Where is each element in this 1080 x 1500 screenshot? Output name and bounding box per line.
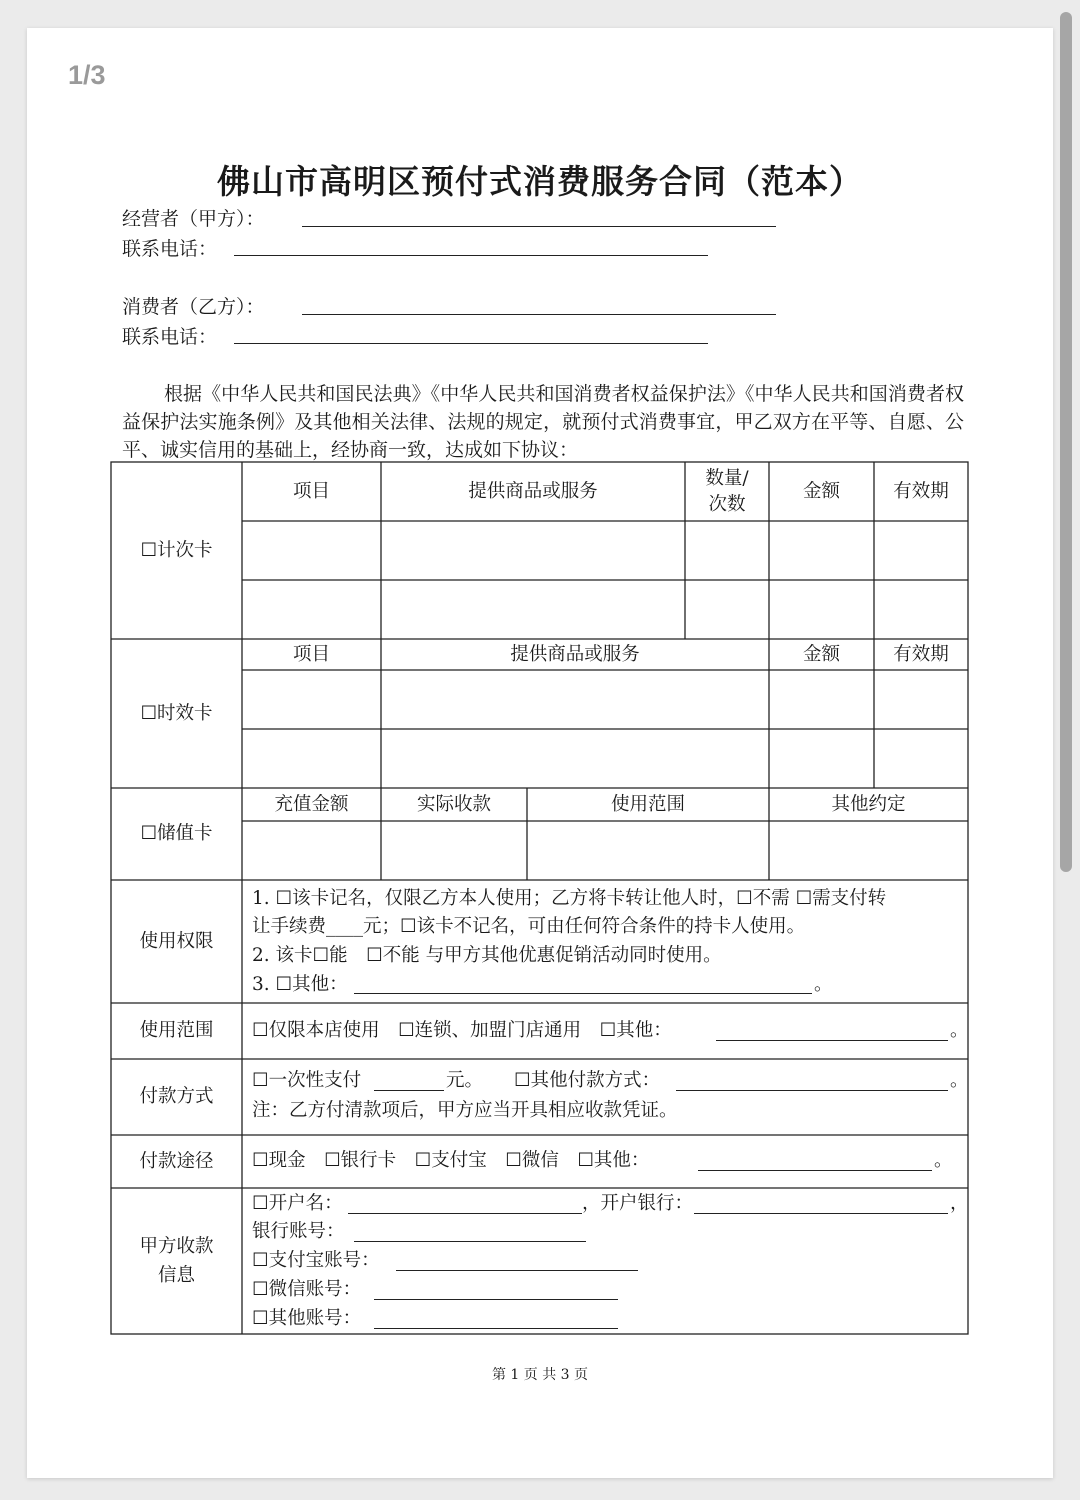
alipay-option[interactable]: ☐支付宝账号： — [252, 1250, 380, 1271]
usage-rights-label: 使用权限 — [139, 930, 214, 952]
stored-card-option[interactable]: ☐储值卡 — [140, 823, 213, 844]
bank-account-blank[interactable] — [354, 1241, 586, 1242]
stored-card-header-received: 实际收款 — [416, 793, 491, 815]
usage-scope-label: 使用范围 — [139, 1020, 214, 1041]
stored-card-header-topup: 充值金额 — [274, 793, 349, 815]
payment-method-end: 。 — [950, 1070, 969, 1091]
payment-method-lump-sum[interactable]: ☐一次性支付 — [252, 1070, 362, 1091]
time-card-option[interactable]: ☐时效卡 — [140, 702, 213, 724]
count-card-header-amount: 金额 — [802, 480, 840, 502]
usage-rights-line-4-end: 。 — [814, 974, 833, 995]
party-a-label: 经营者（甲方）： — [122, 208, 265, 230]
time-card-header-amount: 金额 — [802, 643, 840, 665]
bank-blank[interactable] — [694, 1213, 948, 1214]
usage-rights-line-2[interactable]: 让手续费____元；☐该卡不记名，可由任何符合条件的持卡人使用。 — [252, 916, 806, 937]
usage-rights-line-4[interactable]: 3. ☐其他： — [252, 974, 348, 995]
receiving-info-label-line1: 甲方收款 — [139, 1236, 214, 1257]
stored-card-header-other: 其他约定 — [831, 793, 906, 815]
wechat-option[interactable]: ☐微信账号： — [252, 1279, 362, 1300]
usage-scope-end: 。 — [950, 1020, 969, 1041]
usage-rights-other-blank[interactable] — [354, 993, 812, 994]
page-indicator: 1/3 — [68, 60, 106, 90]
payment-method-unit: 元。 — [446, 1070, 484, 1091]
payment-method-label: 付款方式 — [139, 1086, 214, 1107]
payment-channel-label: 付款途径 — [139, 1150, 214, 1172]
count-card-option[interactable]: ☐计次卡 — [140, 539, 213, 561]
count-card-header-validity: 有效期 — [893, 480, 949, 502]
usage-rights-line-3[interactable]: 2. 该卡☐能 ☐不能 与甲方其他优惠促销活动同时使用。 — [252, 945, 722, 966]
alipay-blank[interactable] — [396, 1270, 638, 1271]
usage-rights-line-1[interactable]: 1. ☐该卡记名，仅限乙方本人使用；乙方将卡转让他人时，☐不需 ☐需支付转 — [252, 888, 887, 909]
payment-channel-other-blank[interactable] — [698, 1170, 932, 1171]
count-card-header-quantity: 数量/次数 — [705, 467, 749, 515]
receiving-info-label-line2: 信息 — [157, 1265, 195, 1286]
payment-method-other-blank[interactable] — [676, 1090, 948, 1091]
usage-scope-options[interactable]: ☐仅限本店使用 ☐连锁、加盟门店通用 ☐其他： — [252, 1020, 672, 1041]
payment-channel-end: 。 — [934, 1150, 953, 1171]
payment-channel-options[interactable]: ☐现金 ☐银行卡 ☐支付宝 ☐微信 ☐其他： — [252, 1150, 650, 1171]
count-card-header-item: 项目 — [292, 480, 330, 502]
bank-end: ， — [950, 1193, 969, 1214]
count-card-header-service: 提供商品或服务 — [468, 480, 598, 502]
account-name-blank[interactable] — [348, 1213, 582, 1214]
wechat-blank[interactable] — [374, 1299, 618, 1300]
other-account-option[interactable]: ☐其他账号： — [252, 1308, 362, 1329]
party-b-phone-label: 联系电话： — [122, 326, 218, 348]
payment-amount-blank[interactable] — [374, 1090, 444, 1091]
document-title: 佛山市高明区预付式消费服务合同（范本） — [217, 162, 863, 201]
time-card-header-item: 项目 — [292, 643, 330, 665]
bank-label: ，开户银行： — [582, 1193, 694, 1214]
bank-account-label: 银行账号： — [252, 1221, 345, 1242]
time-card-header-service: 提供商品或服务 — [510, 643, 640, 665]
usage-scope-other-blank[interactable] — [716, 1040, 948, 1041]
payment-method-note: 注：乙方付清款项后，甲方应当开具相应收款凭证。 — [252, 1100, 678, 1121]
intro-paragraph: 根据《中华人民共和国民法典》《中华人民共和国消费者权益保护法》《中华人民共和国消费者权益保护法实施条例》及其他相关法律、法规的规定，就预付式消费事宜，甲乙双方在平等、自愿、公平、诚实信用的基础上，经协商一致，达成如下协议： — [122, 383, 964, 461]
stored-card-header-scope: 使用范围 — [610, 793, 685, 815]
page-footer: 第 1 页 共 3 页 — [491, 1367, 589, 1383]
account-name-option[interactable]: ☐开户名： — [252, 1193, 343, 1214]
party-b-label: 消费者（乙方）： — [122, 296, 265, 318]
receiving-info-label — [111, 1188, 242, 1334]
time-card-header-validity: 有效期 — [893, 643, 949, 665]
party-a-phone-label: 联系电话： — [122, 238, 218, 260]
payment-method-other[interactable]: ☐其他付款方式： — [514, 1070, 661, 1091]
other-account-blank[interactable] — [374, 1328, 618, 1329]
